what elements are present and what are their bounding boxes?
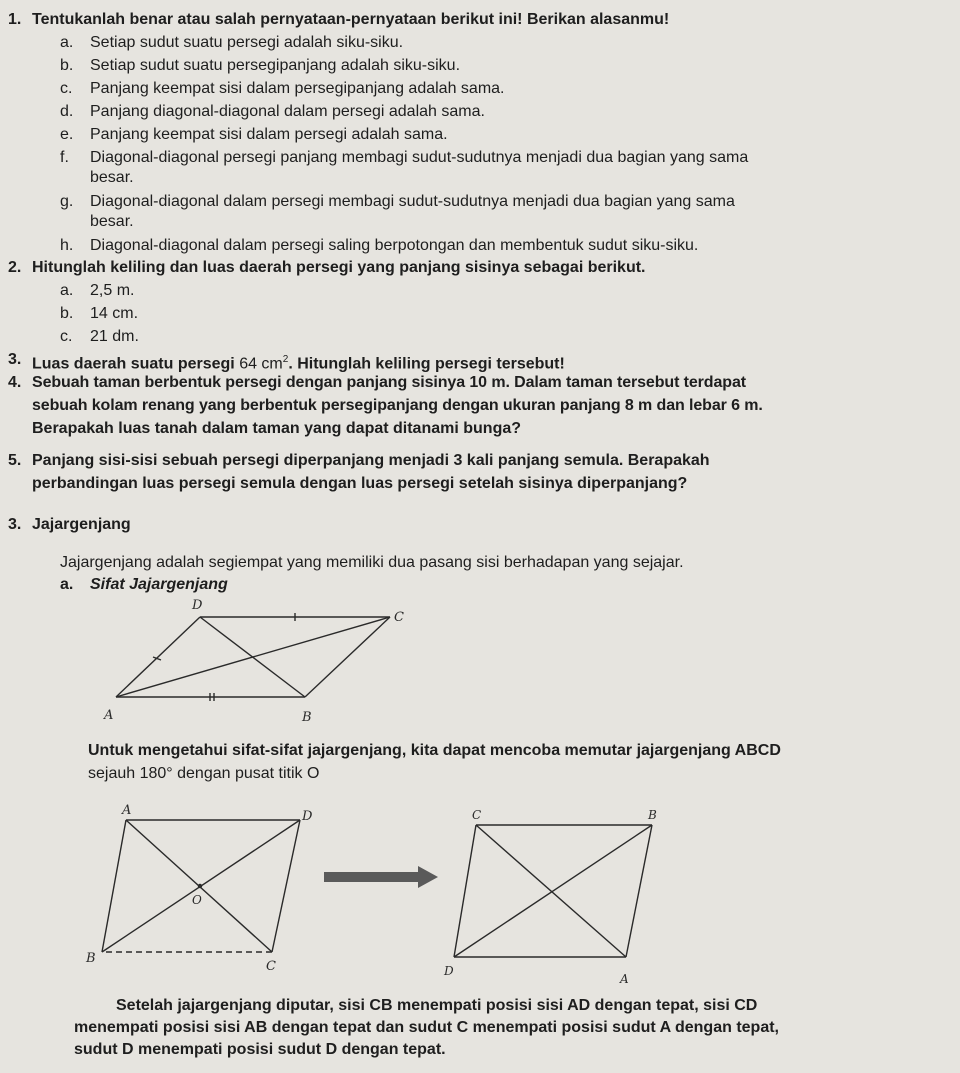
q1-item-c-letter: c. [60, 80, 73, 97]
q2-number: 2. [8, 259, 22, 276]
section3-title: Jajargenjang [32, 516, 131, 533]
parallelogram-shape [116, 613, 390, 701]
q4-line-1: Sebuah taman berbentuk persegi dengan panjang sisinya 10 m. Dalam taman tersebut terdapat [32, 374, 746, 391]
after-diagonal-ca [476, 825, 626, 957]
instruction-line-2-after: dengan pusat titik O [172, 765, 320, 782]
subsection-a-letter: a. [60, 576, 74, 593]
q3-math-sup: 2 [282, 354, 289, 365]
rotation-before-diagram [80, 800, 313, 980]
q1-item-c: Panjang keempat sisi dalam persegipanjang adalah sama. [90, 80, 505, 97]
q1-item-b-letter: b. [60, 57, 74, 74]
q1-prompt: Tentukanlah benar atau salah pernyataan-pernyataan berikut ini! Berikan alasanmu! [32, 11, 670, 28]
label-a: A [104, 708, 114, 723]
q1-item-g: Diagonal-diagonal dalam persegi membagi sudut-sudutnya menjadi dua bagian yang sama [90, 193, 735, 210]
subsection-a-title: Sifat Jajargenjang [90, 576, 228, 593]
q1-item-f-letter: f. [60, 149, 69, 166]
before-label-a: A [122, 803, 132, 818]
section3-definition: Jajargenjang adalah segiempat yang memiliki dua pasang sisi berhadapan yang sejajar. [60, 554, 684, 571]
center-o-point [198, 884, 202, 888]
q2-item-a: 2,5 m. [90, 282, 135, 299]
after-label-c: C [472, 808, 482, 822]
after-label-a: A [620, 972, 629, 986]
q1-item-h-letter: h. [60, 237, 74, 254]
label-d: D [192, 598, 203, 613]
rotation-after-diagram [440, 805, 670, 990]
q3-text-before: Luas daerah suatu persegi [32, 355, 240, 373]
instruction-line-2 [88, 764, 319, 784]
q3-math: 64 cm [239, 355, 283, 373]
q2-item-c: 21 dm. [90, 328, 139, 345]
parallelogram-diagram [90, 595, 420, 730]
q2-item-c-letter: c. [60, 328, 73, 345]
q1-item-e-letter: e. [60, 126, 74, 143]
q1-item-a-letter: a. [60, 34, 74, 51]
after-side-dc [454, 825, 476, 957]
q1-item-g-cont: besar. [90, 213, 134, 230]
before-side-ba [102, 820, 126, 952]
after-label-b: B [648, 808, 657, 822]
q2-prompt: Hitunglah keliling dan luas daerah persegi yang panjang sisinya sebagai berikut. [32, 259, 646, 276]
rotation-arrow-icon [322, 864, 442, 890]
q1-item-e: Panjang keempat sisi dalam persegi adalah sama. [90, 126, 448, 143]
q1-item-h: Diagonal-diagonal dalam persegi saling berpotongan dan membentuk sudut siku-siku. [90, 237, 699, 254]
section3-number: 3. [8, 516, 22, 533]
q3-text-after: . Hitunglah keliling persegi tersebut! [288, 355, 565, 373]
q3-text [32, 350, 565, 374]
q1-item-d: Panjang diagonal-diagonal dalam persegi adalah sama. [90, 103, 485, 120]
before-label-o: O [192, 893, 202, 907]
q4-number: 4. [8, 374, 22, 391]
before-label-b: B [86, 951, 96, 966]
instruction-angle: 180° [139, 765, 173, 782]
before-label-c: C [266, 959, 276, 974]
conclusion-line-1: Setelah jajargenjang diputar, sisi CB menempati posisi sisi AD dengan tepat, sisi CD [116, 997, 758, 1014]
after-diagonal-bd [454, 825, 652, 957]
q1-item-f: Diagonal-diagonal persegi panjang membagi sudut-sudutnya menjadi dua bagian yang sama [90, 149, 749, 166]
q2-item-b-letter: b. [60, 305, 74, 322]
q2-item-a-letter: a. [60, 282, 74, 299]
after-side-ba [626, 825, 652, 957]
instruction-line-2-before: sejauh [88, 765, 140, 782]
q3-number: 3. [8, 351, 22, 368]
q1-item-b: Setiap sudut suatu persegipanjang adalah siku-siku. [90, 57, 461, 74]
label-c: C [394, 610, 404, 625]
q5-number: 5. [8, 452, 22, 469]
q5-line-2: perbandingan luas persegi semula dengan luas persegi setelah sisinya diperpanjang? [32, 475, 688, 492]
label-b: B [302, 710, 312, 725]
q1-item-a: Setiap sudut suatu persegi adalah siku-siku. [90, 34, 404, 51]
q1-item-f-cont: besar. [90, 169, 134, 186]
before-side-dc [272, 820, 300, 952]
rotation-after-shape [454, 825, 652, 957]
conclusion-line-3: sudut D menempati posisi sudut D dengan tepat. [74, 1041, 446, 1058]
q4-line-2: sebuah kolam renang yang berbentuk persegipanjang dengan ukuran panjang 8 m dan lebar 6 m. [32, 397, 763, 414]
q1-item-g-letter: g. [60, 193, 74, 210]
conclusion-line-2: menempati posisi sisi AB dengan tepat dan sudut C menempati posisi sudut A dengan tepat, [74, 1019, 779, 1036]
q5-line-1: Panjang sisi-sisi sebuah persegi diperpanjang menjadi 3 kali panjang semula. Berapakah [32, 452, 710, 469]
q4-line-3: Berapakah luas tanah dalam taman yang dapat ditanami bunga? [32, 420, 522, 437]
q1-number: 1. [8, 11, 22, 28]
q1-item-d-letter: d. [60, 103, 74, 120]
q2-item-b: 14 cm. [90, 305, 139, 322]
before-label-d: D [302, 809, 313, 824]
after-label-d: D [444, 964, 454, 978]
instruction-line-1: Untuk mengetahui sifat-sifat jajargenjang, kita dapat mencoba memutar jajargenjang ABCD [88, 742, 781, 759]
